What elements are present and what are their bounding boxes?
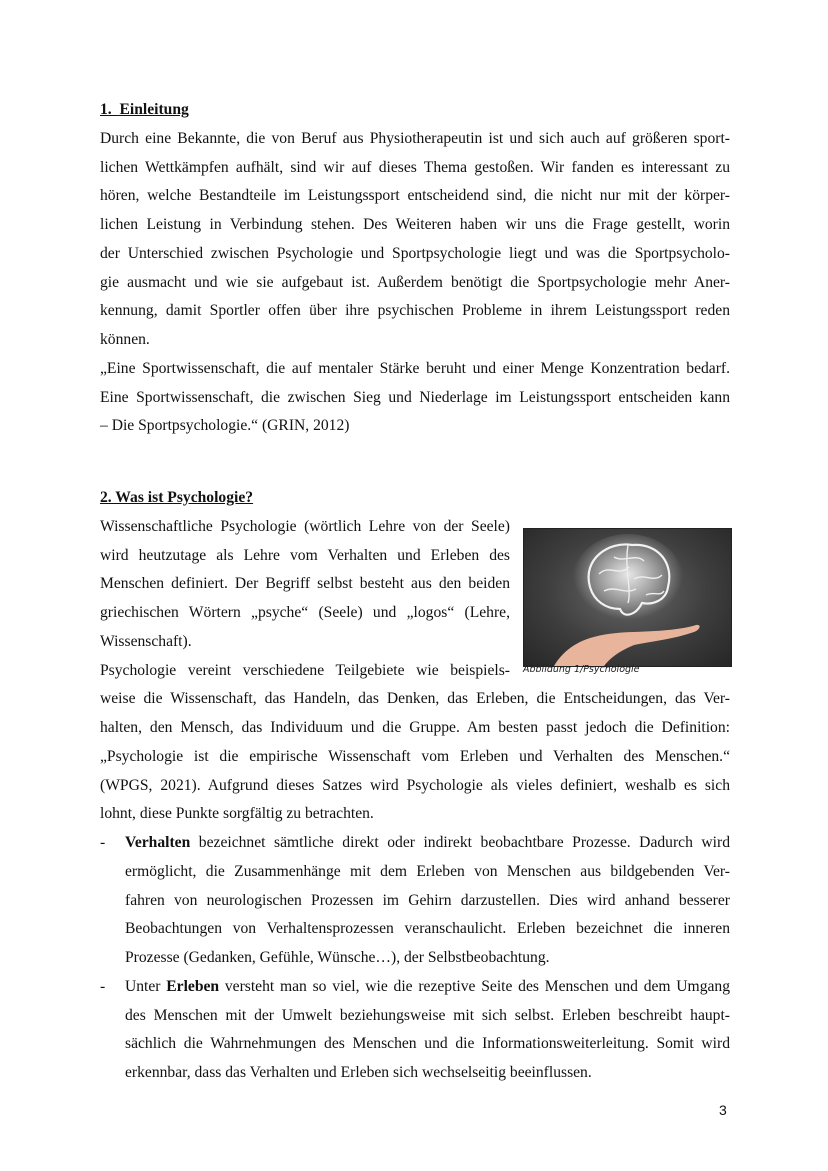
bold-term: Erleben xyxy=(166,977,220,995)
section-heading: 2. Was ist Psychologie? xyxy=(100,489,254,506)
text-span: bezeichnet sämtliche direkt oder indirekt beobachtbare Prozesse. Dadurch wird xyxy=(190,834,730,851)
text-line: können. xyxy=(100,331,150,348)
text-line: gie ausmacht und wie sie aufgebaut ist. Außerdem benötigt die Sportpsychologie mehr Aner- xyxy=(100,273,730,291)
figure-caption: Abbildung 1/Psychologie xyxy=(523,664,640,675)
section-einleitung xyxy=(100,96,730,441)
text-line: sächlich die Wahrnehmungen des Menschen und die Informationsweiterleitung. Somit wird xyxy=(125,1035,730,1053)
text-line: – Die Sportpsychologie.“ (GRIN, 2012) xyxy=(100,417,350,435)
page-number: 3 xyxy=(719,1102,727,1118)
text-line: der Unterschied zwischen Psychologie und Sportpsychologie liegt und was die Sportpsycholo- xyxy=(100,244,730,262)
text-line: „Eine Sportwissenschaft, die auf mentaler Stärke beruht und einer Menge Konzentration bedarf. xyxy=(100,359,730,377)
text-line: Prozesse (Gedanken, Gefühle, Wünsche…), der Selbstbeobachtung. xyxy=(125,949,550,966)
text-line: griechischen Wörtern „psyche“ (Seele) und „logos“ (Lehre, xyxy=(100,604,510,621)
text-line: erkennbar, dass das Verhalten und Erleben sich wechselseitig beeinflussen. xyxy=(125,1064,592,1081)
bullet-verhalten xyxy=(100,829,730,973)
bold-term: Verhalten xyxy=(125,834,191,851)
text-line: ermöglicht, die Zusammenhänge mit dem Erleben von Menschen aus bildgebenden Ver- xyxy=(125,862,730,880)
text-line: lichen Leistung in Verbindung stehen. Des Weiteren haben wir uns die Frage gestellt, worin xyxy=(100,216,730,233)
text-line: wird heutzutage als Lehre vom Verhalten und Erleben des xyxy=(100,546,510,564)
bullet-dash: - xyxy=(100,977,106,995)
text-line: Eine Sportwissenschaft, die zwischen Sieg und Niederlage im Leistungssport entscheiden kann xyxy=(100,388,730,406)
text-line: Psychologie vereint verschiedene Teilgebiete wie beispiels- xyxy=(100,661,510,679)
section-heading: 1. Einleitung xyxy=(100,101,189,118)
text-line: lichen Wettkämpfen aufhält, sind wir auf dieses Thema gestoßen. Wir fanden es interessant zu xyxy=(100,158,730,176)
text-span: Unter xyxy=(125,977,167,995)
text-line: lohnt, diese Punkte sorgfältig zu betrachten. xyxy=(100,805,374,823)
text-line: Menschen definiert. Der Begriff selbst besteht aus den beiden xyxy=(100,575,510,593)
text-line: Durch eine Bekannte, die von Beruf aus Physiotherapeutin ist und sich auch auf größeren sport- xyxy=(100,129,730,147)
text-line: des Menschen mit der Umwelt beziehungsweise mit sich selbst. Erleben beschreibt haupt- xyxy=(125,1006,730,1024)
text-line xyxy=(125,973,730,1002)
text-span: versteht man so viel, wie die rezeptive Seite des Menschen und dem Umgang xyxy=(219,977,731,995)
bullet-erleben xyxy=(100,973,730,1088)
text-line: hören, welche Bestandteile im Leistungssport entscheidend sind, die nicht nur mit der körper- xyxy=(100,187,730,205)
text-line: weise die Wissenschaft, das Handeln, das Denken, das Erleben, die Entscheidungen, das Ver- xyxy=(100,690,730,708)
text-line xyxy=(125,829,730,858)
text-line: Wissenschaft). xyxy=(100,632,192,650)
figure-brain-image xyxy=(523,528,732,667)
text-line: fahren von neurologischen Prozessen im Gehirn darzustellen. Dies wird anhand besserer xyxy=(125,891,730,909)
text-line: Wissenschaftliche Psychologie (wörtlich Lehre von der Seele) xyxy=(100,517,510,535)
text-line: (WPGS, 2021). Aufgrund dieses Satzes wird Psychologie als vieles definiert, weshalb es sich xyxy=(100,776,730,794)
text-line: kennung, damit Sportler offen über ihre psychischen Probleme in ihrem Leistungssport reden xyxy=(100,302,730,320)
brain-on-hand-icon xyxy=(524,529,731,666)
text-line: „Psychologie ist die empirische Wissenschaft vom Erleben und Verhalten des Menschen.“ xyxy=(100,747,730,765)
text-line: halten, den Mensch, das Individuum und die Gruppe. Am besten passt jedoch die Definition: xyxy=(100,719,730,736)
bullet-dash: - xyxy=(100,834,106,851)
text-line: Beobachtungen von Verhaltensprozessen veranschaulicht. Erleben bezeichnet die inneren xyxy=(125,920,730,938)
